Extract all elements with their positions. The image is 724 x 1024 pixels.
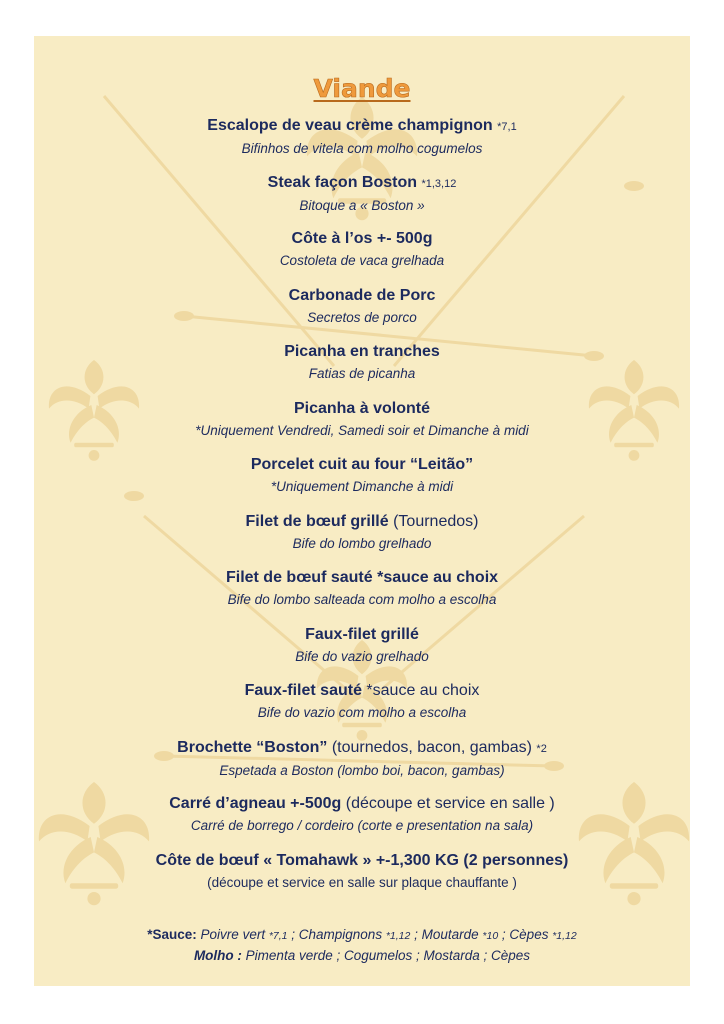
item-name: Carbonade de Porc bbox=[288, 287, 436, 304]
item-translation: Bife do lombo salteada com molho a escolha bbox=[227, 592, 497, 607]
item-translation: Costoleta de vaca grelhada bbox=[279, 253, 445, 268]
menu-page bbox=[34, 36, 690, 986]
item-translation: Fatias de picanha bbox=[308, 366, 416, 381]
item-availability: *Uniquement Dimanche à midi bbox=[270, 479, 454, 494]
menu-item bbox=[34, 681, 690, 722]
item-translation: Bife do lombo grelhado bbox=[292, 536, 432, 551]
item-translation: Bifinhos de vitela com molho cogumelos bbox=[241, 141, 483, 156]
item-name: Faux-filet grillé bbox=[305, 626, 419, 643]
item-translation: Espetada a Boston (lombo boi, bacon, gambas) bbox=[219, 763, 505, 778]
menu-item bbox=[34, 851, 690, 892]
item-name: Filet de bœuf sauté *sauce au choix bbox=[225, 569, 499, 586]
menu-item bbox=[34, 794, 690, 835]
item-service-note: (découpe et service en salle sur plaque chauffante ) bbox=[207, 875, 517, 890]
menu-item bbox=[34, 173, 690, 215]
allergen-ref: *7,1 bbox=[497, 121, 517, 133]
item-name: Côte de bœuf « Tomahawk » +-1,300 KG (2 personnes) bbox=[155, 852, 569, 869]
menu-item bbox=[34, 738, 690, 780]
item-translation: Carré de borrego / cordeiro (corte e presentation na sala) bbox=[190, 818, 534, 833]
menu-item bbox=[34, 399, 690, 440]
menu-item bbox=[34, 116, 690, 158]
item-name: Carré d’agneau +-500g (découpe et service en salle ) bbox=[169, 795, 555, 812]
item-name: Picanha à volonté bbox=[293, 400, 431, 417]
item-name: Faux-filet sauté *sauce au choix bbox=[244, 682, 480, 699]
menu-item bbox=[34, 286, 690, 327]
item-translation: Bife do vazio grelhado bbox=[295, 649, 429, 664]
menu-item bbox=[34, 568, 690, 609]
sauce-line: *Sauce: Poivre vert *7,1 ; Champignons *1,12 ; Moutarde *10 ; Cèpes *1,12 bbox=[147, 927, 577, 942]
allergen-ref: *1,3,12 bbox=[421, 178, 457, 190]
menu-item bbox=[34, 342, 690, 383]
section-title: Viande bbox=[313, 74, 411, 103]
item-name: Steak façon Boston *1,3,12 bbox=[267, 174, 457, 191]
item-name: Brochette “Boston” (tournedos, bacon, gambas) *2 bbox=[177, 739, 547, 756]
item-name: Picanha en tranches bbox=[284, 343, 440, 360]
menu-item bbox=[34, 229, 690, 270]
item-name: Porcelet cuit au four “Leitão” bbox=[250, 456, 474, 473]
sauce-notes bbox=[34, 925, 690, 966]
item-name: Filet de bœuf grillé (Tournedos) bbox=[245, 513, 479, 530]
menu-item bbox=[34, 625, 690, 666]
allergen-ref: *2 bbox=[536, 743, 547, 755]
molho-line: Molho : Pimenta verde ; Cogumelos ; Mostarda ; Cèpes bbox=[193, 948, 531, 963]
item-translation: Secretos de porco bbox=[307, 310, 417, 325]
item-name: Côte à l’os +- 500g bbox=[291, 230, 433, 247]
menu-item bbox=[34, 455, 690, 496]
item-availability: *Uniquement Vendredi, Samedi soir et Dimanche à midi bbox=[195, 423, 529, 438]
menu-item bbox=[34, 512, 690, 553]
item-translation: Bitoque a « Boston » bbox=[299, 198, 425, 213]
menu-content bbox=[34, 36, 690, 986]
item-translation: Bife do vazio com molho a escolha bbox=[257, 705, 467, 720]
item-name: Escalope de veau crème champignon *7,1 bbox=[207, 117, 517, 134]
